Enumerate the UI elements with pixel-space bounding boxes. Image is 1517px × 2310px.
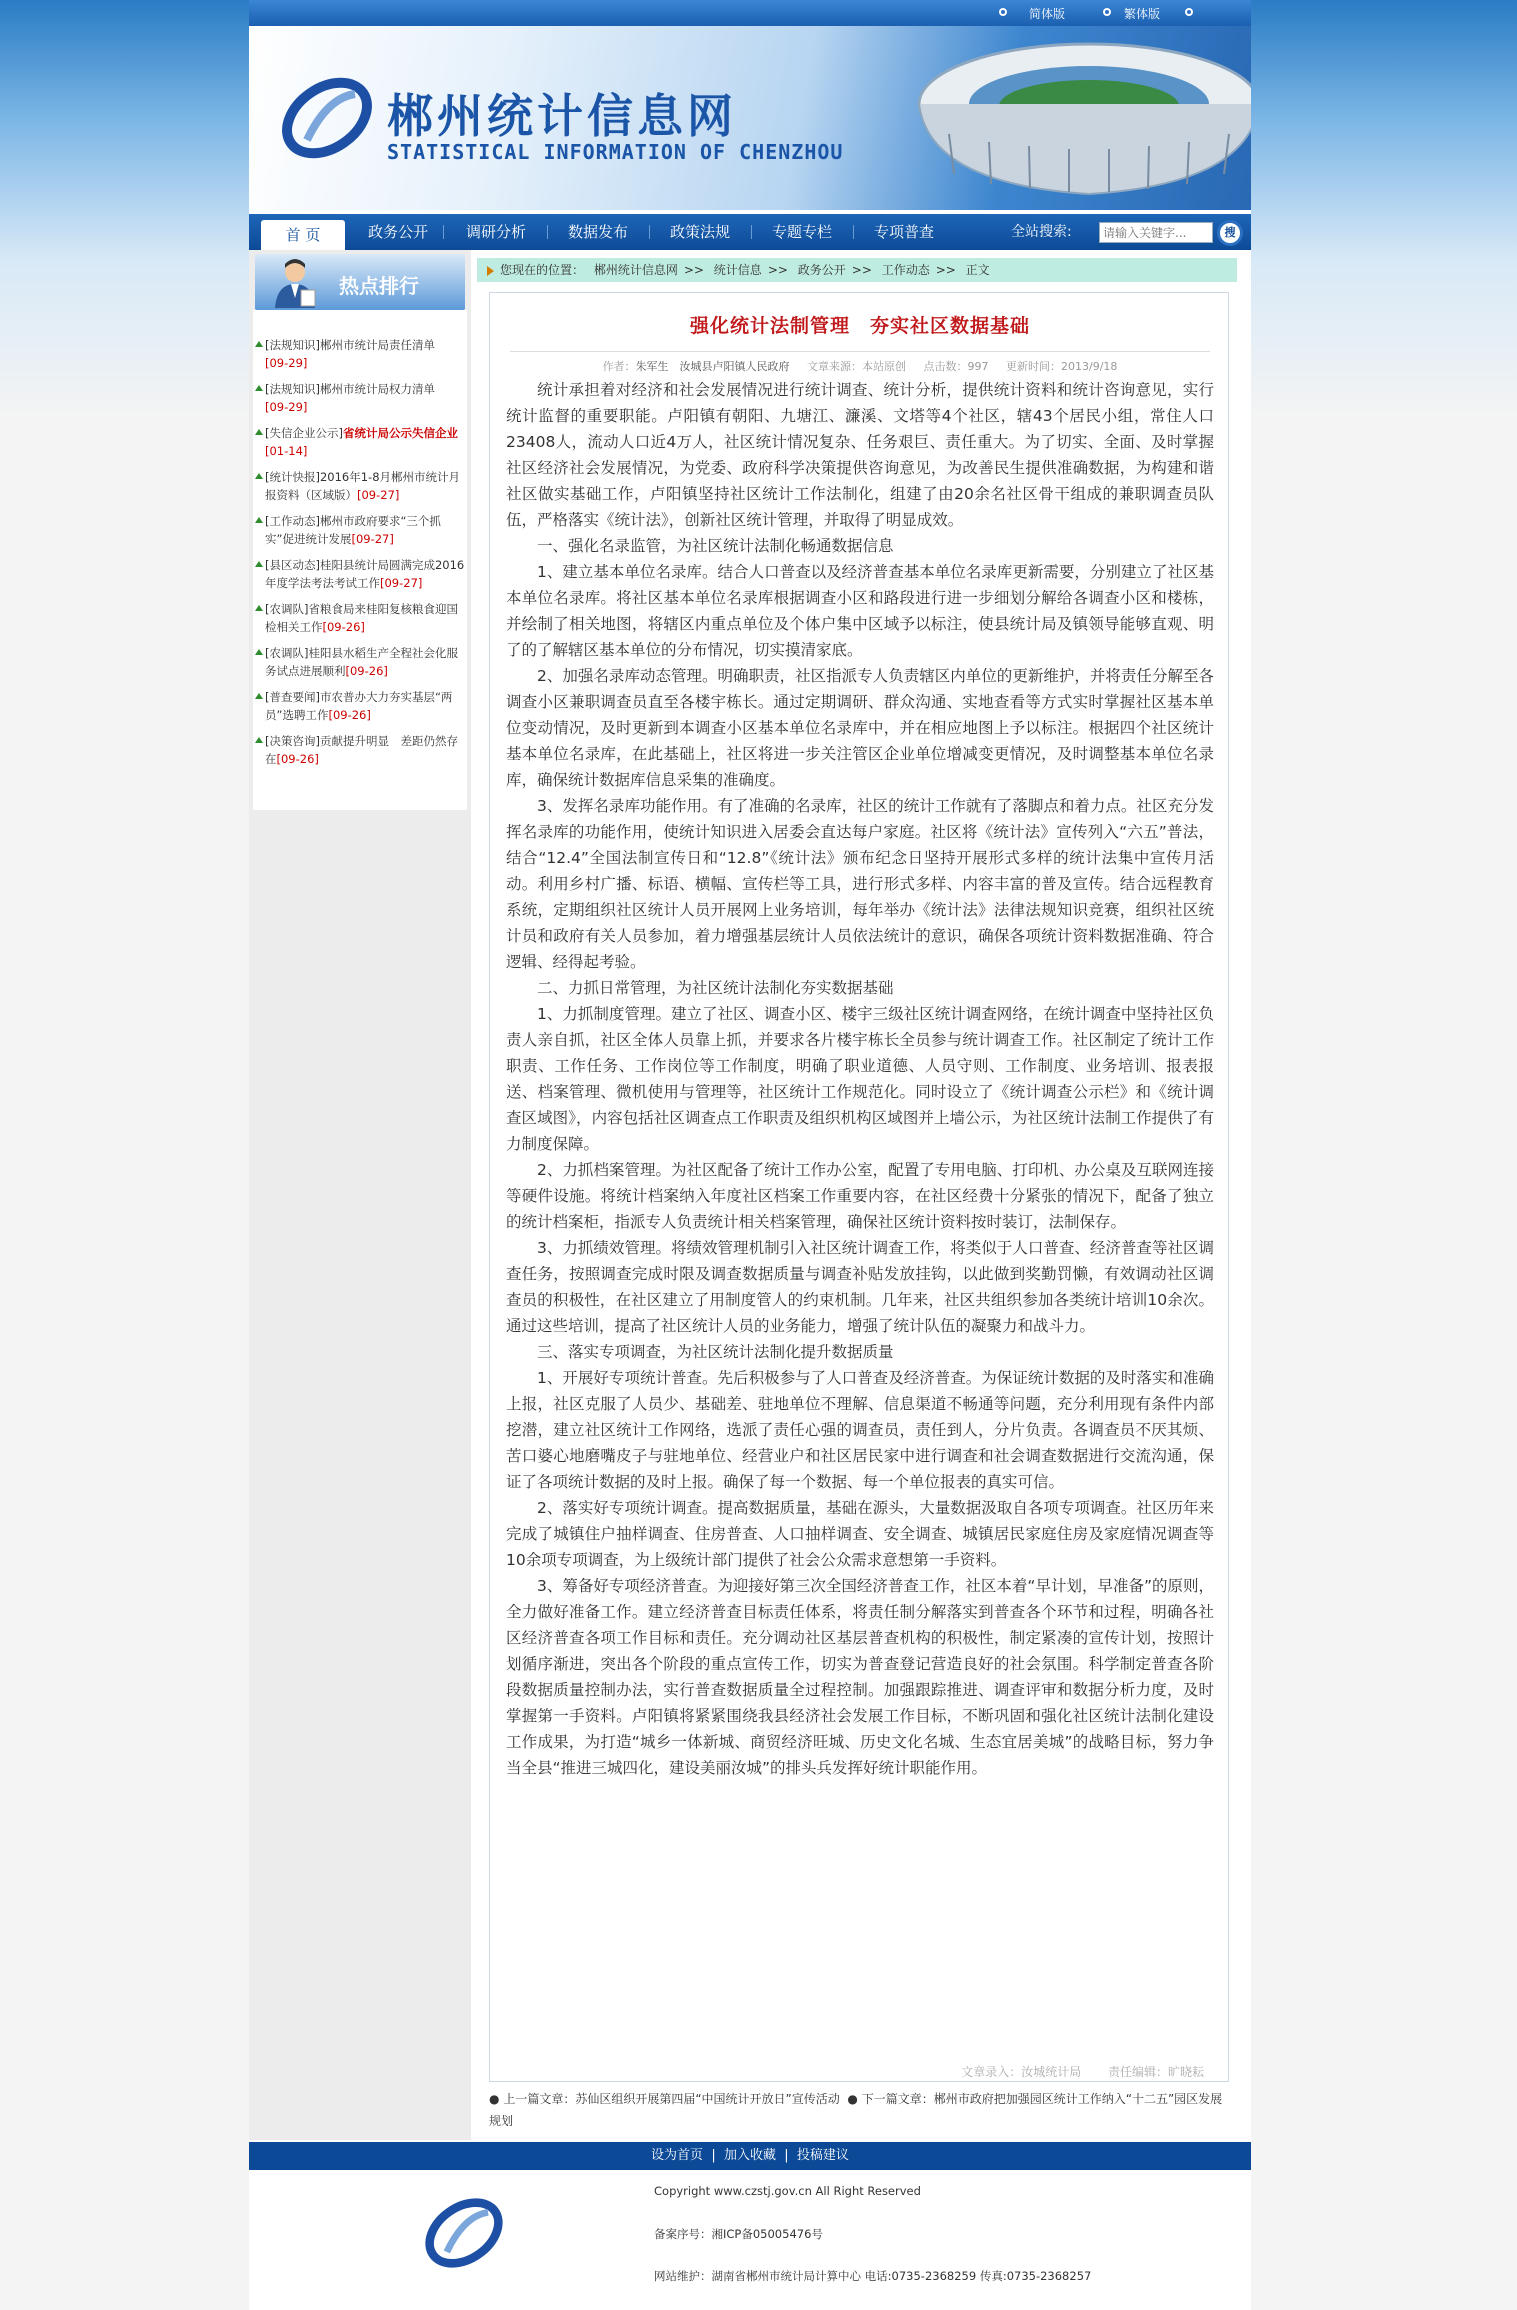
submit-suggestion-link[interactable]: 投稿建议	[796, 2148, 849, 2163]
triangle-bullet-icon	[255, 737, 263, 743]
hot-item-text: 省统计局公示失信企业	[342, 426, 458, 440]
hot-item[interactable]	[255, 688, 465, 724]
breadcrumb-item[interactable]: 政务公开	[797, 263, 846, 277]
breadcrumb	[477, 258, 1237, 282]
source-label: 文章来源：	[807, 360, 863, 373]
section-heading: 一、强化名录监管，为社区统计法制化畅通数据信息	[537, 537, 894, 555]
hot-item-date: [09-26]	[322, 620, 365, 634]
hot-item-date: [01-14]	[265, 444, 308, 458]
double-chevron-icon: >>	[851, 263, 872, 277]
article-paragraph: 3、力抓绩效管理。将绩效管理机制引入社区统计调查工作，将类似于人口普查、经济普查等社区调查任务，按照调查完成时限及调查数据质量与调查补贴发放挂钩，以此做到奖勤罚懒，有效调动社区调查员的积极性，在社区建立了用制度管人的约束机制。几年来，社区共组织参加各类统计培训10余次。通过这些培训，提高了社区统计人员的业务能力，增强了统计队伍的凝聚力和战斗力。	[506, 1239, 1214, 1335]
hot-item-text: [县区动态]桂阳县统计局圆满完成2016年度学法考法考试工作	[265, 558, 465, 590]
sidebar	[249, 250, 471, 2140]
triangle-bullet-icon	[255, 341, 263, 347]
nav-data-release[interactable]: 数据发布	[567, 223, 628, 241]
entry-value: 汝城统计局	[1021, 2065, 1082, 2079]
article-title: 强化统计法制管理 夯实社区数据基础	[689, 315, 1030, 337]
prev-article-link[interactable]: 苏仙区组织开展第四届“中国统计开放日”宣传活动	[575, 2092, 840, 2106]
editor-label: 责任编辑：	[1107, 2065, 1168, 2079]
section-heading: 三、落实专项调查，为社区统计法制化提升数据质量	[537, 1343, 894, 1361]
hot-item-text: [工作动态]郴州市政府要求“三个抓实”促进统计发展	[265, 514, 441, 546]
editor-value: 旷晓耘	[1167, 2065, 1204, 2079]
nav-divider	[443, 225, 444, 239]
author-value: 朱军生 汝城县卢阳镇人民政府	[635, 360, 790, 373]
hot-item-date: [09-26]	[328, 708, 371, 722]
hot-item[interactable]	[255, 732, 465, 768]
maintenance-text: 网站维护：湖南省郴州市统计局计算中心 电话:0735-2368259 传真:0735-2368257	[654, 2269, 1092, 2283]
top-link-bar	[249, 0, 1251, 26]
bullet-icon	[1185, 8, 1193, 16]
triangle-bullet-icon	[255, 429, 263, 435]
hot-item[interactable]	[255, 380, 465, 416]
nav-divider	[853, 225, 854, 239]
arrow-right-icon	[487, 266, 494, 276]
updated-label: 更新时间：	[1006, 360, 1062, 373]
entry-label: 文章录入：	[961, 2065, 1022, 2079]
hot-item-date: [09-27]	[351, 532, 394, 546]
site-logo-icon	[277, 68, 377, 168]
nav-special-topics[interactable]: 专题专栏	[771, 223, 832, 241]
traditional-chinese-link[interactable]: 繁体版	[1124, 7, 1161, 21]
icp-record-text: 备案序号：湘ICP备05005476号	[654, 2227, 823, 2241]
set-homepage-link[interactable]: 设为首页	[651, 2148, 704, 2163]
nav-research[interactable]: 调研分析	[465, 223, 526, 241]
bullet-icon	[1103, 8, 1111, 16]
triangle-bullet-icon	[255, 473, 263, 479]
breadcrumb-item[interactable]: 郴州统计信息网	[593, 263, 678, 277]
prev-label: 上一篇文章：	[503, 2092, 576, 2106]
breadcrumb-item[interactable]: 工作动态	[881, 263, 930, 277]
person-icon	[267, 258, 323, 308]
site-banner	[249, 26, 1251, 210]
hot-item[interactable]	[255, 468, 465, 504]
nav-gov-affairs[interactable]: 政务公开	[367, 223, 428, 241]
bullet-icon	[999, 8, 1007, 16]
nav-census[interactable]: 专项普查	[873, 223, 934, 241]
nav-divider	[547, 225, 548, 239]
section-heading: 二、力抓日常管理，为社区统计法制化夯实数据基础	[537, 979, 894, 997]
bullet-icon: ●	[847, 2092, 858, 2106]
site-title: 郴州统计信息网	[387, 89, 737, 143]
hot-item[interactable]	[255, 424, 465, 460]
hits-value: 997	[967, 360, 989, 373]
double-chevron-icon: >>	[767, 263, 788, 277]
nav-divider	[649, 225, 650, 239]
author-label: 作者：	[602, 360, 636, 373]
double-chevron-icon: >>	[935, 263, 956, 277]
hot-item[interactable]	[255, 556, 465, 592]
hot-ranking-list	[253, 310, 467, 810]
source-value: 本站原创	[862, 360, 907, 373]
article-credits	[961, 2063, 1204, 2080]
article-paragraph: 1、建立基本单位名录库。结合人口普查以及经济普查基本单位名录库更新需要，分别建立了社区基本单位名录库。将社区基本单位名录库根据调查小区和路段进行进一步细划分解给各调查小区和楼栋，并绘制了相关地图，将辖区内重点单位及个体户集中区域予以标注，使县统计局及镇领导能够直观、明了的了解辖区基本单位的分布情况，切实摸清家底。	[506, 563, 1214, 659]
bullet-icon: ●	[489, 2092, 500, 2106]
search-input[interactable]	[1099, 222, 1213, 243]
simplified-chinese-link[interactable]: 简体版	[1029, 7, 1066, 21]
hot-item-text: [法规知识]郴州市统计局权力清单	[265, 382, 435, 396]
triangle-bullet-icon	[255, 385, 263, 391]
nav-policy[interactable]: 政策法规	[669, 223, 730, 241]
page-container	[249, 0, 1251, 2310]
hot-ranking-header	[255, 254, 465, 310]
search-button[interactable]: 搜	[1217, 220, 1243, 246]
article-body	[506, 377, 1214, 1781]
article-paragraph: 1、力抓制度管理。建立了社区、调查小区、楼宇三级社区统计调查网络，在统计调查中坚持社区负责人亲自抓，社区全体人员靠上抓，并要求各片楼宇栋长全员参与统计调查工作。社区制定了统计工作职责、工作任务、工作岗位等工作制度，明确了职业道德、人员守则、工作制度、业务培训、报表报送、档案管理、微机使用与管理等，社区统计工作规范化。同时设立了《统计调查公示栏》和《统计调查区域图》，内容包括社区调查点工作职责及组织机构区域图并上墙公示，为社区统计法制工作提供了有力制度保障。	[506, 1005, 1214, 1153]
hot-item-text: [农调队]桂阳县水稻生产全程社会化服务试点进展顺利	[265, 646, 458, 678]
hot-item[interactable]	[255, 644, 465, 680]
hot-item-date: [09-29]	[265, 356, 308, 370]
hot-item-prefix: [失信企业公示]	[265, 426, 343, 440]
hot-item-date: [09-26]	[276, 752, 319, 766]
hot-item[interactable]	[255, 600, 465, 636]
next-label: 下一篇文章：	[861, 2092, 934, 2106]
article-paragraph: 2、力抓档案管理。为社区配备了统计工作办公室，配置了专用电脑、打印机、办公桌及互联网连接等硬件设施。将统计档案纳入年度社区档案工作重要内容，在社区经费十分紧张的情况下，配备了独立的统计档案柜，指派专人负责统计相关档案管理，确保社区统计资料按时装订，法制保存。	[506, 1161, 1214, 1231]
breadcrumb-current: 正文	[965, 263, 990, 277]
triangle-bullet-icon	[255, 517, 263, 523]
nav-home[interactable]: 首 页	[261, 220, 345, 250]
triangle-bullet-icon	[255, 561, 263, 567]
stadium-image	[909, 34, 1251, 204]
updated-value: 2013/9/18	[1061, 360, 1118, 373]
hot-item-text: [普查要闻]市农普办大力夯实基层“两员”选聘工作	[265, 690, 453, 722]
hot-item-text: [统计快报]2016年1-8月郴州市统计月报资料（区域版）	[265, 470, 461, 502]
hits-label: 点击数：	[923, 360, 968, 373]
nav-divider	[751, 225, 752, 239]
hot-ranking-title: 热点排行	[339, 274, 419, 298]
prev-next-links	[489, 2088, 1231, 2132]
triangle-bullet-icon	[255, 693, 263, 699]
next-article-link[interactable]: 郴州市政府把加强园区统计工作纳入“十二五”园区发展规划	[489, 2092, 1223, 2128]
hot-item-text: [法规知识]郴州市统计局责任清单	[265, 338, 435, 352]
article-paragraph: 1、开展好专项统计普查。先后积极参与了人口普查及经济普查。为保证统计数据的及时落实和准确上报，社区克服了人员少、基础差、驻地单位不理解、信息渠道不畅通等问题，充分利用现有条件内部挖潜，建立社区统计工作网络，选派了责任心强的调查员，责任到人，分片负责。各调查员不厌其烦、苦口婆心地磨嘴皮子与驻地单位、经营业户和社区居民家中进行调查和社会调查数据进行交流沟通，保证了各项统计数据的及时上报。确保了每一个数据、每一个单位报表的真实可信。	[506, 1369, 1214, 1491]
copyright-text: Copyright www.czstj.gov.cn All Right Reserved	[654, 2184, 921, 2198]
hot-item-date: [09-27]	[357, 488, 400, 502]
article-meta	[510, 351, 1210, 374]
footer	[249, 2170, 1251, 2310]
add-favorite-link[interactable]: 加入收藏	[723, 2148, 776, 2163]
article-paragraph: 2、加强名录库动态管理。明确职责，社区指派专人负责辖区内单位的更新维护，并将责任分解至各调查小区兼职调查员直至各楼宇栋长。通过定期调研、群众沟通、实地查看等方式实时掌握社区基本单位变动情况，及时更新到本调查小区基本单位名录库中，并在相应地图上予以标注。根据四个社区统计基本单位名录库，在此基础上，社区将进一步关注管区企业单位增减变更情况，及时调整基本单位名录库，确保统计数据库信息采集的准确度。	[506, 667, 1214, 789]
triangle-bullet-icon	[255, 605, 263, 611]
article-paragraph: 2、落实好专项统计调查。提高数据质量，基础在源头，大量数据汲取自各项专项调查。社区历年来完成了城镇住户抽样调查、住房普查、人口抽样调查、安全调查、城镇居民家庭住房及家庭情况调查等10余项专项调查，为上级统计部门提供了社会公众需求意想第一手资料。	[506, 1499, 1214, 1569]
article-paragraph: 3、发挥名录库功能作用。有了准确的名录库，社区的统计工作就有了落脚点和着力点。社区充分发挥名录库的功能作用，使统计知识进入居委会直达每户家庭。社区将《统计法》宣传列入“六五”普法，结合“12.4”全国法制宣传日和“12.8”《统计法》颁布纪念日坚持开展形式多样的统计法集中宣传月活动。利用乡村广播、标语、横幅、宣传栏等工具，进行形式多样、内容丰富的普及宣传。结合远程教育系统，定期组织社区统计人员开展网上业务培训，每年举办《统计法》法律法规知识竞赛，组织社区统计员和政府有关人员参加，着力增强基层统计人员依法统计的意识，确保各项统计资料数据准确、符合逻辑、经得起考验。	[506, 797, 1214, 971]
footer-link-bar: 设为首页 | 加入收藏 | 投稿建议	[249, 2142, 1251, 2170]
search-label: 全站搜索:	[1011, 224, 1072, 240]
article-paragraph: 统计承担着对经济和社会发展情况进行统计调查、统计分析，提供统计资料和统计咨询意见，实行统计监督的重要职能。卢阳镇有朝阳、九塘江、濂溪、文塔等4个社区，辖43个居民小组，常住人口23408人，流动人口近4万人，社区统计情况复杂、任务艰巨、责任重大。为了切实、全面、及时掌握社区经济社会发展情况，为党委、政府科学决策提供咨询意见，为改善民生提供准确数据，为构建和谐社区做实基础工作，卢阳镇坚持社区统计工作法制化，组建了由20余名社区骨干组成的兼职调查员队伍，严格落实《统计法》，创新社区统计管理，并取得了明显成效。	[506, 381, 1214, 529]
hot-item-date: [09-26]	[345, 664, 388, 678]
hot-item-date: [09-29]	[265, 400, 308, 414]
site-subtitle: STATISTICAL INFORMATION OF CHENZHOU	[387, 140, 844, 164]
main-nav	[249, 214, 1251, 250]
breadcrumb-prefix: 您现在的位置：	[500, 263, 585, 277]
breadcrumb-item[interactable]: 统计信息	[713, 263, 762, 277]
hot-item-text: [农调队]省粮食局来桂阳复核粮食迎国检相关工作	[265, 602, 458, 634]
double-chevron-icon: >>	[683, 263, 704, 277]
hot-item-text: [决策咨询]贡献提升明显 差距仍然存在	[265, 734, 458, 766]
article-box	[489, 292, 1229, 2082]
footer-logo-icon	[419, 2190, 509, 2276]
triangle-bullet-icon	[255, 649, 263, 655]
hot-item-date: [09-27]	[380, 576, 423, 590]
hot-item[interactable]	[255, 336, 465, 372]
article-paragraph: 3、筹备好专项经济普查。为迎接好第三次全国经济普查工作，社区本着“早计划，早准备”的原则，全力做好准备工作。建立经济普查目标责任体系，将责任制分解落实到普查各个环节和过程，明确各社区经济普查各项工作目标和责任。充分调动社区基层普查机构的积极性，制定紧凑的宣传计划，按照计划循序渐进，突出各个阶段的重点宣传工作，切实为普查登记营造良好的社会氛围。科学制定普查各阶段数据质量控制办法，实行普查数据质量全过程控制。加强跟踪推进、调查评审和数据分析力度，及时掌握第一手资料。卢阳镇将紧紧围绕我县经济社会发展工作目标，不断巩固和强化社区统计法制化建设工作成果，为打造“城乡一体新城、商贸经济旺城、历史文化名城、生态宜居美城”的战略目标，努力争当全县“推进三城四化，建设美丽汝城”的排头兵发挥好统计职能作用。	[506, 1577, 1214, 1777]
hot-item[interactable]	[255, 512, 465, 548]
